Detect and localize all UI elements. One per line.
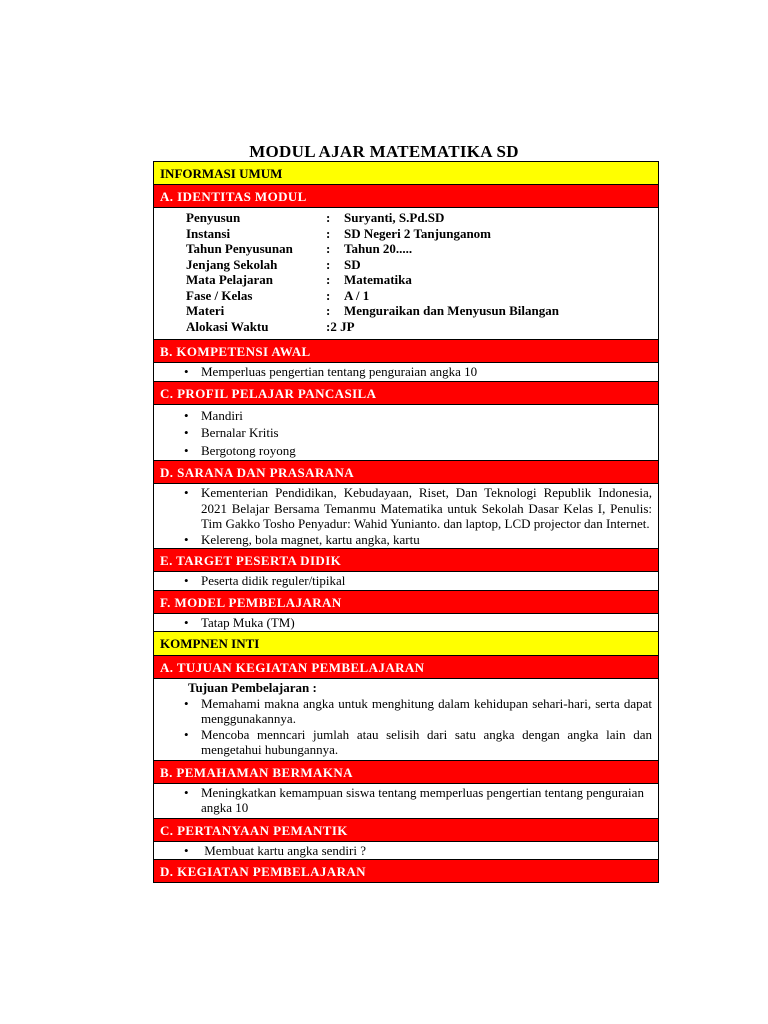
list-item: • Peserta didik reguler/tipikal	[201, 573, 652, 589]
profil-content	[153, 405, 659, 462]
list-item: • Mencoba menncari jumlah atau selisih dari satu angka dengan angka lain dan mengetahui hubungannya.	[201, 727, 652, 758]
section-komponen-inti: KOMPNEN INTI	[153, 632, 659, 656]
list-item: • Bernalar Kritis	[201, 425, 652, 441]
pemahaman-content	[153, 784, 659, 819]
section-pemahaman-bermakna: B. PEMAHAMAN BERMAKNA	[153, 761, 659, 784]
kompetensi-awal-content	[153, 363, 659, 382]
identity-row: Jenjang Sekolah : SD	[186, 256, 361, 272]
list-item: • Tatap Muka (TM)	[201, 615, 652, 631]
list-item: • Bergotong royong	[201, 443, 652, 459]
list-item: • Memahami makna angka untuk menghitung dalam kehidupan sehari-hari, serta dapat menggunakannya.	[201, 696, 652, 727]
list-item: • Meningkatkan kemampuan siswa tentang memperluas pengertian tentang penguraian angka 10	[201, 785, 652, 816]
section-profil-pelajar: C. PROFIL PELAJAR PANCASILA	[153, 382, 659, 405]
target-content	[153, 572, 659, 591]
tujuan-subheading: Tujuan Pembelajaran :	[188, 680, 317, 695]
identity-row: Fase / Kelas : A / 1	[186, 287, 370, 303]
document-title: MODUL AJAR MATEMATIKA SD	[249, 142, 519, 161]
pertanyaan-content	[153, 842, 659, 861]
list-item: • Memperluas pengertian tentang penguraian angka 10	[201, 364, 652, 380]
sarana-content	[153, 484, 659, 549]
section-informasi-umum: INFORMASI UMUM	[153, 161, 659, 185]
section-identitas-modul: A. IDENTITAS MODUL	[153, 185, 659, 208]
section-pertanyaan-pemantik: C. PERTANYAAN PEMANTIK	[153, 819, 659, 842]
module-table	[153, 161, 659, 883]
list-item: • Kelereng, bola magnet, kartu angka, kartu	[201, 532, 652, 548]
section-model-pembelajaran: F. MODEL PEMBELAJARAN	[153, 591, 659, 614]
list-item: • Kementerian Pendidikan, Kebudayaan, Riset, Dan Teknologi Republik Indonesia, 2021 Belajar Bersama Temanmu Matematika untuk Sekolah Dasar Kelas I, Penulis: Tim Gakko Tosho Penyadur: Wahid Yunianto. dan laptop, LCD projector dan Internet.	[201, 485, 652, 532]
section-sarana-prasarana: D. SARANA DAN PRASARANA	[153, 461, 659, 484]
identity-row: Penyusun : Suryanti, S.Pd.SD	[186, 210, 445, 225]
section-target-peserta: E. TARGET PESERTA DIDIK	[153, 549, 659, 572]
section-kompetensi-awal: B. KOMPETENSI AWAL	[153, 340, 659, 363]
list-item: • Membuat kartu angka sendiri ?	[201, 843, 652, 859]
identity-row: Mata Pelajaran : Matematika	[186, 272, 412, 287]
identity-row: Materi : Menguraikan dan Menyusun Bilangan	[186, 303, 559, 318]
identity-row: Instansi : SD Negeri 2 Tanjunganom	[186, 225, 491, 241]
list-item: • Mandiri	[201, 408, 652, 424]
identity-row: Alokasi Waktu :2 JP	[186, 318, 355, 334]
tujuan-content	[153, 679, 659, 761]
identity-row: Tahun Penyusunan : Tahun 20.....	[186, 241, 413, 256]
model-content	[153, 614, 659, 633]
section-tujuan-kegiatan: A. TUJUAN KEGIATAN PEMBELAJARAN	[153, 656, 659, 679]
identitas-details	[153, 208, 659, 340]
section-kegiatan-pembelajaran: D. KEGIATAN PEMBELAJARAN	[153, 860, 659, 883]
